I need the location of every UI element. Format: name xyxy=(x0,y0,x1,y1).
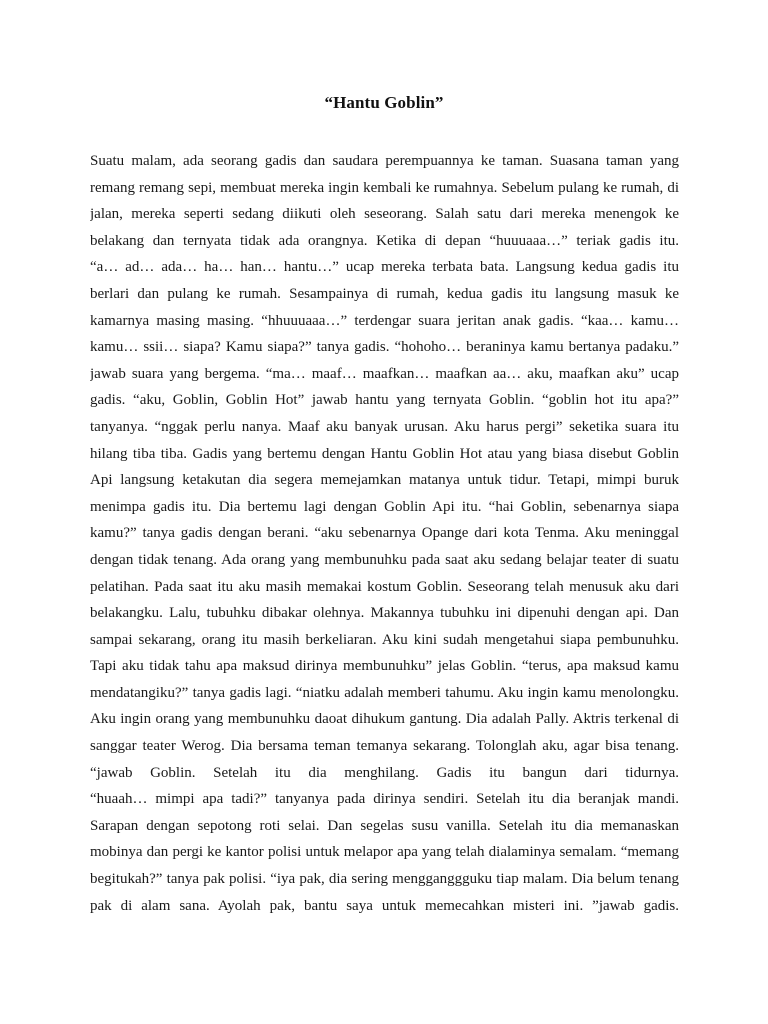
story-line: sampai sekarang, orang itu masih berkeliaran. Aku kini sudah mengetahui siapa pembunuhku. xyxy=(90,631,679,648)
story-line: kamu?” tanya gadis dengan berani. “aku sebenarnya Opange dari kota Tenma. Aku meninggal xyxy=(90,525,679,542)
story-line: jawab suara yang bergema. “ma… maaf… maafkan… maafkan aa… aku, maafkan aku” ucap xyxy=(90,365,679,382)
story-line: gadis. “aku, Goblin, Goblin Hot” jawab hantu yang ternyata Goblin. “goblin hot itu apa?” xyxy=(90,392,679,409)
story-line: dengan tidak tenang. Ada orang yang membunuhku pada saat aku sedang belajar teater di suatu xyxy=(90,551,679,568)
story-line: Sarapan dengan sepotong roti selai. Dan segelas susu vanilla. Setelah itu dia memanaskan xyxy=(90,817,679,834)
story-line: belakang dan ternyata tidak ada orangnya. Ketika di depan “huuuaaa…” teriak gadis itu. xyxy=(90,232,679,249)
story-line: menimpa gadis itu. Dia bertemu lagi dengan Goblin Api itu. “hai Goblin, sebenarnya siapa xyxy=(90,498,679,515)
story-line: begitukah?” tanya pak polisi. “iya pak, dia sering mengganggguku tiap malam. Dia belum tenang xyxy=(90,871,679,888)
story-line: “huaah… mimpi apa tadi?” tanyanya pada dirinya sendiri. Setelah itu dia beranjak mandi. xyxy=(90,791,679,808)
story-line: kamarnya masing masing. “hhuuuaaa…” terdengar suara jeritan anak gadis. “kaa… kamu… xyxy=(90,312,679,329)
story-line: berlari dan pulang ke rumah. Sesampainya di rumah, kedua gadis itu langsung masuk ke xyxy=(90,285,679,302)
story-line: kamu… ssii… siapa? Kamu siapa?” tanya gadis. “hohoho… beraninya kamu bertanya padaku.” xyxy=(90,339,679,356)
document-title: “Hantu Goblin” xyxy=(324,93,444,112)
story-line: tanyanya. “nggak perlu nanya. Maaf aku banyak urusan. Aku harus pergi” seketika suara itu xyxy=(90,418,679,435)
story-line: pak di alam sana. Ayolah pak, bantu saya untuk memecahkan misteri ini. ”jawab gadis. xyxy=(90,897,679,914)
story-line: “a… ad… ada… ha… han… hantu…” ucap mereka terbata bata. Langsung kedua gadis itu xyxy=(90,259,679,276)
story-line: remang remang sepi, membuat mereka ingin kembali ke rumahnya. Sebelum pulang ke rumah, di xyxy=(90,179,679,196)
story-line: jalan, mereka seperti sedang diikuti oleh seseorang. Salah satu dari mereka menengok ke xyxy=(90,206,679,223)
story-line: belakangku. Lalu, tubuhku dibakar olehnya. Makannya tubuhku ini dipenuhi dengan api. Dan xyxy=(90,605,679,622)
story-line: mendatangiku?” tanya gadis lagi. “niatku adalah memberi tahumu. Aku ingin kamu menolongku. xyxy=(90,684,679,701)
story-line: Suatu malam, ada seorang gadis dan saudara perempuannya ke taman. Suasana taman yang xyxy=(90,153,679,169)
story-line: pelatihan. Pada saat itu aku masih memakai kostum Goblin. Seseorang telah menusuk aku dari xyxy=(90,578,679,595)
story-line: Aku ingin orang yang membunuhku daoat dihukum gantung. Dia adalah Pally. Aktris terkenal di xyxy=(90,711,679,728)
story-line: sanggar teater Werog. Dia bersama teman temanya sekarang. Tolonglah aku, agar bisa tenang. xyxy=(90,738,679,755)
story-body xyxy=(90,148,679,919)
story-line: “jawab Goblin. Setelah itu dia menghilang. Gadis itu bangun dari tidurnya. xyxy=(90,764,679,781)
story-line: hilang tiba tiba. Gadis yang bertemu dengan Hantu Goblin Hot atau yang biasa disebut Goblin xyxy=(90,445,679,462)
story-line: Api langsung ketakutan dia segera memejamkan matanya untuk tidur. Tetapi, mimpi buruk xyxy=(90,472,679,489)
story-line: mobinya dan pergi ke kantor polisi untuk melapor apa yang telah dialaminya semalam. “memang xyxy=(90,844,679,861)
story-line: Tapi aku tidak tahu apa maksud dirinya membunuhku” jelas Goblin. “terus, apa maksud kamu xyxy=(90,658,679,675)
